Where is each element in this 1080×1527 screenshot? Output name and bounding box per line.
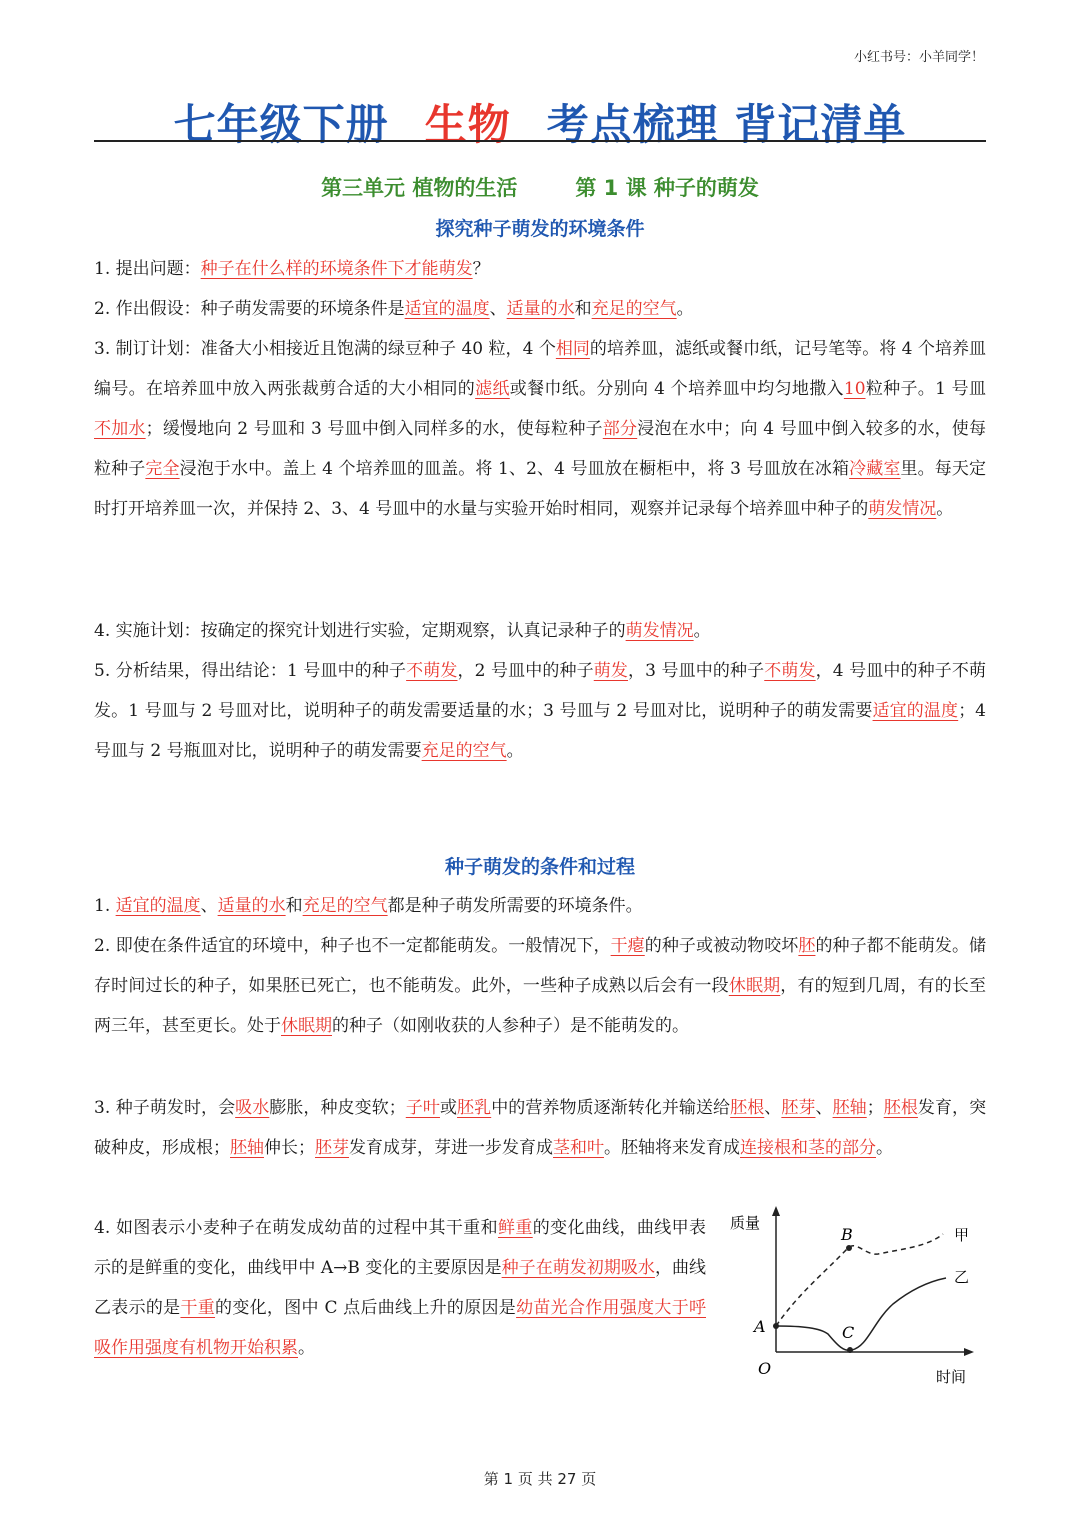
answer-text: 部分 [602, 419, 638, 439]
text-run: 。 [298, 1338, 315, 1358]
answer-text: 萌发 [593, 661, 629, 681]
answer-text: 子叶 [405, 1098, 440, 1118]
text-run: 都是种子萌发所需要的环境条件。 [387, 896, 643, 916]
point-c-label: C [842, 1323, 855, 1342]
title-grade: 七年级下册 [173, 100, 389, 149]
answer-text: 胚轴 [230, 1138, 264, 1158]
seed-weight-figure [730, 1204, 980, 1388]
text-run: 。 [693, 621, 711, 641]
text-run: 3. 种子萌发时，会 [94, 1098, 236, 1118]
lesson-title: 第 1 课 种子的萌发 [575, 176, 759, 200]
text-run: ，4 号皿中的种子不萌发。1 号皿与 2 号皿对比，说明种子的萌发需要适量的水；3 号皿与 2 号皿对比，说明种子的萌发需要 [94, 661, 986, 721]
curve-jia [776, 1234, 943, 1326]
paragraph [94, 1208, 706, 1368]
answer-text: 不萌发 [764, 661, 816, 681]
answer-text: 胚轴 [832, 1098, 867, 1118]
text-run: 或餐巾纸。分别向 4 个培养皿中均匀地撒入 [509, 379, 844, 399]
page-number: 第 1 页 共 27 页 [483, 1470, 597, 1488]
answer-text: 适量的水 [217, 896, 286, 916]
paragraph [94, 249, 986, 289]
answer-text: 干瘪 [610, 936, 645, 956]
text-run: 4. 实施计划：按确定的探究计划进行实验，定期观察，认真记录种子的 [94, 621, 626, 641]
text-run: ； [866, 1098, 884, 1118]
answer-text: 萌发情况 [625, 621, 694, 641]
answer-text: 连接根和茎的部分 [740, 1138, 876, 1158]
text-run: 、 [489, 299, 507, 319]
answer-text: 胚根 [883, 1098, 918, 1118]
text-run: ，曲线乙表示的是 [94, 1258, 707, 1318]
text-run: 3. 制订计划：准备大小相接近且饱满的绿豆种子 40 粒，4 个 [94, 339, 556, 359]
curve-yi [776, 1278, 946, 1350]
page-title [94, 92, 986, 152]
y-axis-arrow [772, 1206, 780, 1216]
answer-text: 种子在什么样的环境条件下才能萌发 [200, 259, 473, 279]
point-b-label: B [841, 1225, 853, 1244]
text-run: 伸长； [264, 1138, 315, 1158]
answer-text: 种子在萌发初期吸水 [501, 1258, 655, 1278]
section-heading-experiment: 探究种子萌发的环境条件 [435, 218, 645, 240]
paragraph [94, 1088, 986, 1168]
text-run: 4. 如图表示小麦种子在萌发成幼苗的过程中其干重和 [94, 1218, 498, 1238]
text-run: ；缓慢地向 2 号皿和 3 号皿中倒入同样多的水，使每粒种子 [145, 419, 603, 439]
x-axis-arrow [964, 1348, 974, 1356]
text-run: 和 [574, 299, 592, 319]
text-run: 。 [936, 499, 954, 519]
text-run: 、 [815, 1098, 833, 1118]
answer-text: 充足的空气 [302, 896, 388, 916]
paragraph [94, 651, 986, 771]
text-run: 。 [876, 1138, 893, 1158]
text-run: 或 [439, 1098, 458, 1118]
answer-text: 适宜的温度 [115, 896, 201, 916]
point-b-marker [846, 1245, 852, 1251]
text-run: 的培养皿，滤纸或餐巾纸，记号笔等。将 4 个培养皿编号。在培养皿中放入两张裁剪合适的大小相同的 [94, 339, 986, 399]
answer-text: 适量的水 [506, 299, 575, 319]
title-subject: 生物 [424, 100, 511, 149]
paragraph [94, 926, 986, 1046]
answer-text: 不加水 [94, 419, 146, 439]
text-run: 的种子都不能萌发。储存时间过长的种子，如果胚已死亡，也不能萌发。此外，一些种子成熟以后会有一段 [94, 936, 987, 996]
paragraph [94, 329, 986, 529]
answer-text: 充足的空气 [591, 299, 677, 319]
text-run: 发育成芽，芽进一步发育成 [349, 1138, 553, 1158]
curve-yi-label: 乙 [954, 1268, 970, 1286]
answer-text: 萌发情况 [868, 499, 937, 519]
answer-text: 干重 [180, 1298, 216, 1318]
text-run: 、 [200, 896, 218, 916]
point-a-marker [773, 1323, 779, 1329]
title-divider [94, 140, 986, 142]
answer-text: 休眠期 [728, 976, 781, 996]
text-run: 2. 作出假设：种子萌发需要的环境条件是 [94, 299, 405, 319]
y-axis-label: 质量 [730, 1214, 761, 1232]
text-run: ？ [472, 259, 490, 279]
answer-text: 吸水 [235, 1098, 270, 1118]
point-a-label: A [754, 1317, 766, 1336]
answer-text: 10 [843, 379, 866, 399]
unit-heading [94, 172, 986, 202]
answer-text: 胚 [798, 936, 816, 956]
x-axis-label: 时间 [936, 1368, 967, 1386]
answer-text: 滤纸 [475, 379, 510, 399]
text-run: 2. 即使在条件适宜的环境中，种子也不一定都能萌发。一般情况下， [94, 936, 611, 956]
text-run: 的变化曲线，曲线甲表示的是鲜重的变化，曲线甲中 A→B 变化的主要原因是 [94, 1218, 707, 1278]
text-run: 。胚轴将来发育成 [604, 1138, 740, 1158]
text-run: 1. [94, 896, 116, 916]
text-run: 的种子或被动物咬坏 [644, 936, 799, 956]
watermark-text: 小红书号：小羊同学！ [853, 50, 984, 65]
text-run: ，3 号皿中的种子 [628, 661, 765, 681]
answer-text: 胚芽 [781, 1098, 816, 1118]
text-run: 。 [676, 299, 694, 319]
text-run: ，有的短到几周，有的长至两三年，甚至更长。处于 [94, 976, 987, 1036]
text-run: 的变化，图中 C 点后曲线上升的原因是 [215, 1298, 517, 1318]
paragraph [94, 289, 986, 329]
answer-text: 适宜的温度 [404, 299, 490, 319]
section-heading-conditions: 种子萌发的条件和过程 [444, 856, 635, 878]
text-run: 中的营养物质逐渐转化并输送给 [491, 1098, 731, 1118]
text-run: ，2 号皿中的种子 [457, 661, 594, 681]
answer-text: 茎和叶 [553, 1138, 604, 1158]
text-run: 5. 分析结果，得出结论：1 号皿中的种子 [94, 661, 407, 681]
paragraph [94, 886, 986, 926]
text-run: 膨胀，种皮变软； [269, 1098, 406, 1118]
text-run: 和 [285, 896, 303, 916]
answer-text: 胚根 [730, 1098, 765, 1118]
text-run: 。 [506, 741, 524, 761]
text-run: ；4 号皿与 2 号瓶皿对比，说明种子的萌发需要 [94, 701, 987, 761]
answer-text: 相同 [555, 339, 590, 359]
title-topic: 考点梳理 背记清单 [546, 100, 907, 149]
unit-title: 第三单元 植物的生活 [321, 176, 518, 200]
answer-text: 胚乳 [457, 1098, 492, 1118]
answer-text: 休眠期 [281, 1016, 332, 1036]
answer-text: 完全 [145, 459, 180, 479]
curve-jia-label: 甲 [954, 1226, 970, 1244]
paragraph [94, 611, 986, 651]
text-run: 1. 提出问题： [94, 259, 201, 279]
text-run: 发育，突破种皮，形成根； [94, 1098, 987, 1158]
text-run: 粒种子。1 号皿 [865, 379, 987, 399]
text-run: 的种子（如刚收获的人参种子）是不能萌发的。 [332, 1016, 689, 1036]
answer-text: 幼苗光合作用强度大于呼吸作用强度有机物开始积累 [94, 1298, 706, 1358]
point-c-marker [847, 1347, 853, 1353]
text-run: 里。每天定时打开培养皿一次，并保持 2、3、4 号皿中的水量与实验开始时相同，观察并记录每个培养皿中种子的 [94, 459, 987, 519]
answer-text: 充足的空气 [421, 741, 507, 761]
answer-text: 冷藏室 [849, 459, 901, 479]
text-run: 浸泡在水中；向 4 号皿中倒入较多的水，使每粒种子 [94, 419, 987, 479]
text-run: 浸泡于水中。盖上 4 个培养皿的皿盖。将 1、2、4 号皿放在橱柜中，将 3 号皿放在冰箱 [179, 459, 850, 479]
text-run: 、 [764, 1098, 782, 1118]
origin-label: O [758, 1359, 772, 1378]
answer-text: 胚芽 [315, 1138, 349, 1158]
answer-text: 不萌发 [406, 661, 458, 681]
answer-text: 适宜的温度 [872, 701, 959, 721]
answer-text: 鲜重 [498, 1218, 533, 1238]
